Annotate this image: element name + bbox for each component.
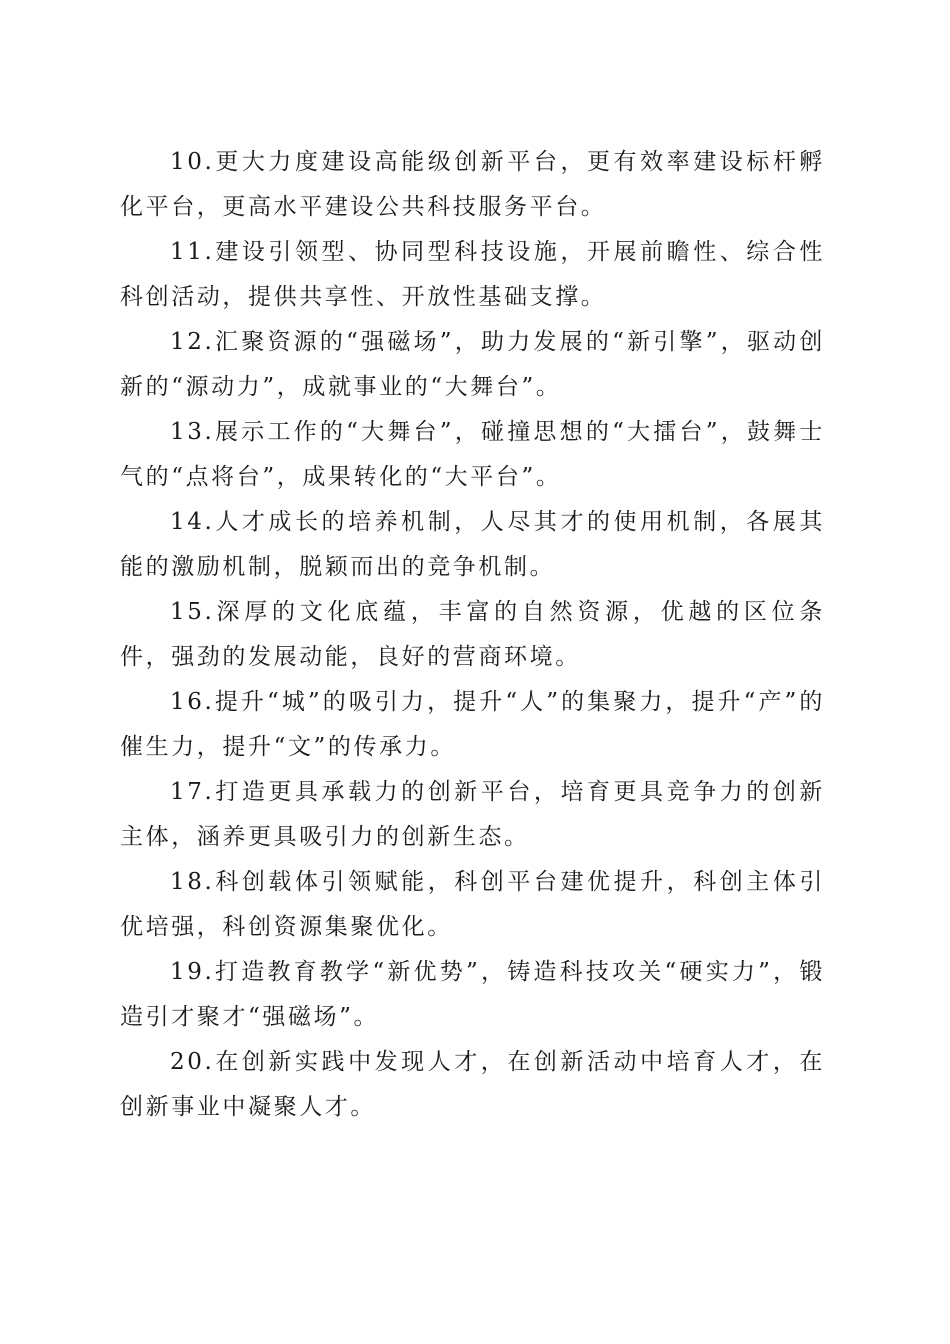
paragraph-17: 17.打造更具承载力的创新平台，培育更具竞争力的创新主体，涵养更具吸引力的创新生态。 <box>120 779 825 850</box>
paragraph-19: 19.打造教育教学“新优势”，铸造科技攻关“硬实力”，锻造引才聚才“强磁场”。 <box>120 959 825 1030</box>
paragraph-13: 13.展示工作的“大舞台”，碰撞思想的“大擂台”，鼓舞士气的“点将台”，成果转化的“大平台”。 <box>120 419 825 490</box>
paragraph-14: 14.人才成长的培养机制，人尽其才的使用机制，各展其能的激励机制，脱颖而出的竞争机制。 <box>120 509 825 580</box>
paragraph-18: 18.科创载体引领赋能，科创平台建优提升，科创主体引优培强，科创资源集聚优化。 <box>120 869 825 940</box>
paragraph-20: 20.在创新实践中发现人才，在创新活动中培育人才，在创新事业中凝聚人才。 <box>120 1049 825 1120</box>
paragraph-15: 15.深厚的文化底蕴，丰富的自然资源，优越的区位条件，强劲的发展动能，良好的营商环境。 <box>120 599 825 670</box>
paragraph-16: 16.提升“城”的吸引力，提升“人”的集聚力，提升“产”的催生力，提升“文”的传承力。 <box>120 689 825 760</box>
paragraph-12: 12.汇聚资源的“强磁场”，助力发展的“新引擎”，驱动创新的“源动力”，成就事业的“大舞台”。 <box>120 329 825 400</box>
document-body <box>120 140 825 1130</box>
paragraph-10: 10.更大力度建设高能级创新平台，更有效率建设标杆孵化平台，更高水平建设公共科技服务平台。 <box>120 149 825 220</box>
paragraph-11: 11.建设引领型、协同型科技设施，开展前瞻性、综合性科创活动，提供共享性、开放性基础支撑。 <box>120 239 825 310</box>
